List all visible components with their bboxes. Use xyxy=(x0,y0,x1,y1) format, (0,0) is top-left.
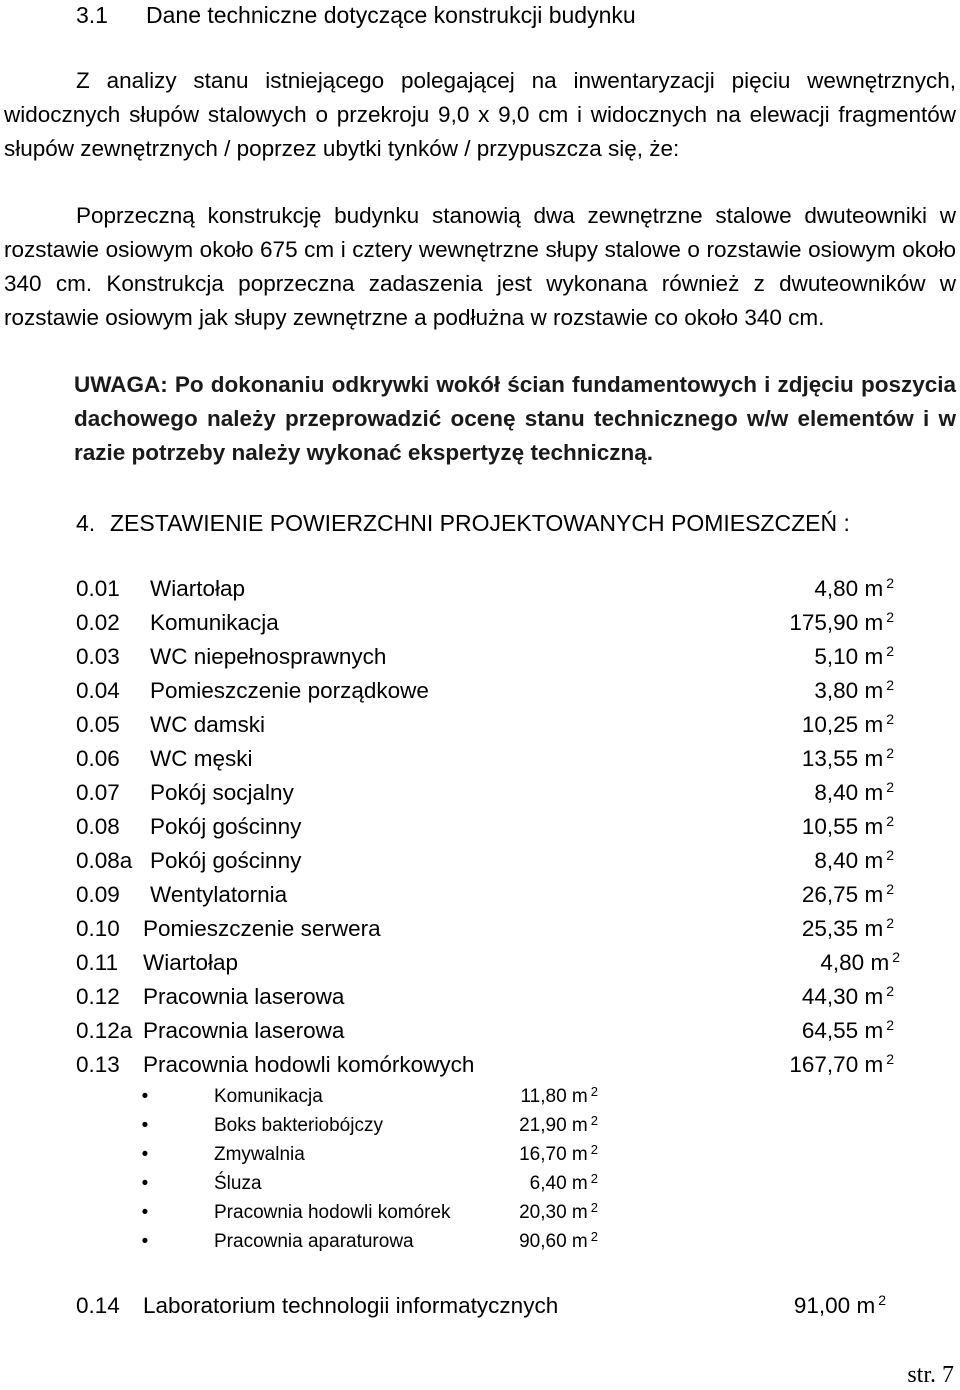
room-number: 0.13 xyxy=(76,1052,120,1077)
subroom-item xyxy=(140,1198,620,1227)
room-area: 10,55 m $^2$ xyxy=(801,813,894,839)
room-area: 4,80 m $^2$ xyxy=(820,949,900,975)
room-number: 0.05 xyxy=(76,712,120,737)
section-title: Dane techniczne dotyczące konstrukcji budynku xyxy=(146,2,636,28)
subroom-name: Pracownia aparaturowa xyxy=(214,1231,414,1252)
unit-exponent: 2 xyxy=(892,949,900,965)
room-name: WC męski xyxy=(150,746,253,771)
subroom-item xyxy=(140,1140,620,1169)
subroom-name: Pracownia hodowli komórek xyxy=(214,1202,451,1223)
subroom-name: Zmywalnia xyxy=(214,1144,305,1165)
room-number: 0.11 xyxy=(76,950,119,975)
subroom-area: 21,90 m $^2$ xyxy=(519,1113,598,1136)
room-name: Pomieszczenie porządkowe xyxy=(150,678,429,703)
subroom-name: Śluza xyxy=(214,1173,262,1194)
subroom-name: Komunikacja xyxy=(214,1086,323,1107)
paragraph-construction: Poprzeczną konstrukcję budynku stanowią dwa zewnętrzne stalowe dwuteowniki w rozstawie osiowym około 675 cm i cztery wewnętrzne słupy stalowe o rozstawie osiowym około 340 cm. Konstrukcja poprzeczna zadaszenia jest wykonana również z dwuteowników w rozstawie osiowym jak słupy zewnętrzne a podłużna w rozstawie co około 340 cm. xyxy=(4,203,956,330)
room-row xyxy=(76,980,906,1014)
unit-exponent: 2 xyxy=(886,745,894,761)
room-number: 0.07 xyxy=(76,780,120,805)
bullet-icon: • xyxy=(141,1231,149,1252)
subroom-item xyxy=(140,1111,620,1140)
room-row xyxy=(76,878,906,912)
room-number: 0.01 xyxy=(76,576,120,601)
room-row xyxy=(76,708,906,742)
subroom-name: Boks bakteriobójczy xyxy=(214,1115,383,1136)
room-number: 0.03 xyxy=(76,644,120,669)
unit-exponent: 2 xyxy=(886,711,894,727)
room-name: Laboratorium technologii informatycznych xyxy=(143,1293,559,1318)
room-name: Komunikacja xyxy=(150,610,279,635)
subroom-item xyxy=(140,1082,620,1111)
unit-exponent: 2 xyxy=(590,1113,598,1128)
unit-exponent: 2 xyxy=(886,813,894,829)
room-row xyxy=(76,1014,906,1048)
room-row xyxy=(76,1289,906,1323)
paragraph-analysis: Z analizy stanu istniejącego polegającej na inwentaryzacji pięciu wewnętrznych, widocznych słupów stalowych o przekroju 9,0 x 9,0 cm i widocznych na elewacji fragmentów słupów zewnętrznych / poprzez ubytki tynków / przypuszcza się, że: xyxy=(4,68,956,161)
room-area: 4,80 m $^2$ xyxy=(814,575,894,601)
room-area: 10,25 m $^2$ xyxy=(801,711,894,737)
room-area: 25,35 m $^2$ xyxy=(801,915,894,941)
page-number: str. 7 xyxy=(907,1362,954,1388)
room-area: 44,30 m $^2$ xyxy=(801,983,894,1009)
room-number: 0.06 xyxy=(76,746,120,771)
section-number: 3.1 xyxy=(76,2,108,28)
subroom-area: 90,60 m $^2$ xyxy=(519,1229,598,1252)
room-number: 0.12 xyxy=(76,984,120,1009)
unit-exponent: 2 xyxy=(886,983,894,999)
unit-exponent: 2 xyxy=(886,677,894,693)
room-row xyxy=(76,912,906,946)
room-name: Pracownia laserowa xyxy=(143,984,345,1009)
room-name: Pomieszczenie serwera xyxy=(143,916,381,941)
unit-exponent: 2 xyxy=(590,1229,598,1244)
room-name: Wiartołap xyxy=(150,576,246,601)
unit-exponent: 2 xyxy=(886,609,894,625)
unit-exponent: 2 xyxy=(886,881,894,897)
subroom-area: 6,40 m $^2$ xyxy=(529,1171,598,1194)
unit-exponent: 2 xyxy=(590,1084,598,1099)
unit-exponent: 2 xyxy=(590,1142,598,1157)
section-heading xyxy=(76,0,636,30)
room-row xyxy=(76,776,906,810)
room-area: 5,10 m $^2$ xyxy=(814,643,894,669)
room-number: 0.02 xyxy=(76,610,120,635)
unit-exponent: 2 xyxy=(590,1171,598,1186)
rooms-heading-title: ZESTAWIENIE POWIERZCHNI PROJEKTOWANYCH POMIESZCZEŃ : xyxy=(110,510,850,536)
room-row xyxy=(76,606,906,640)
room-name: Pracownia hodowli komórkowych xyxy=(143,1052,475,1077)
unit-exponent: 2 xyxy=(886,575,894,591)
room-area: 8,40 m $^2$ xyxy=(814,779,894,805)
room-name: Pracownia laserowa xyxy=(143,1018,345,1043)
unit-exponent: 2 xyxy=(878,1292,886,1308)
room-number: 0.08a xyxy=(76,848,133,873)
room-row xyxy=(76,572,906,606)
unit-exponent: 2 xyxy=(886,1051,894,1067)
subroom-area: 11,80 m $^2$ xyxy=(520,1084,598,1107)
room-row xyxy=(76,742,906,776)
room-row xyxy=(76,810,906,844)
room-area: 175,90 m $^2$ xyxy=(789,609,894,635)
bullet-icon: • xyxy=(141,1202,149,1223)
bullet-icon: • xyxy=(141,1173,149,1194)
rooms-heading-number: 4. xyxy=(76,510,96,536)
unit-exponent: 2 xyxy=(886,1017,894,1033)
unit-exponent: 2 xyxy=(886,847,894,863)
room-number: 0.12a xyxy=(76,1018,133,1043)
bullet-icon: • xyxy=(141,1086,149,1107)
subroom-area: 20,30 m $^2$ xyxy=(519,1200,598,1223)
room-area: 3,80 m $^2$ xyxy=(814,677,894,703)
room-name: Wiartołap xyxy=(143,950,239,975)
unit-exponent: 2 xyxy=(886,779,894,795)
room-area: 167,70 m $^2$ xyxy=(789,1051,894,1077)
room-row xyxy=(76,640,906,674)
room-row xyxy=(76,844,906,878)
room-row xyxy=(76,946,906,980)
room-row xyxy=(76,1048,906,1082)
room-number: 0.04 xyxy=(76,678,120,703)
room-name: Wentylatornia xyxy=(150,882,288,907)
subroom-item xyxy=(140,1169,620,1198)
room-name: WC niepełnosprawnych xyxy=(150,644,387,669)
room-name: Pokój gościnny xyxy=(150,814,302,839)
room-row xyxy=(76,674,906,708)
subroom-area: 16,70 m $^2$ xyxy=(519,1142,598,1165)
room-area: 91,00 m $^2$ xyxy=(793,1292,886,1318)
room-number: 0.09 xyxy=(76,882,120,907)
subroom-item xyxy=(140,1227,620,1256)
rooms-heading xyxy=(76,506,850,540)
paragraph-warning: UWAGA: Po dokonaniu odkrywki wokół ścian fundamentowych i zdjęciu poszycia dachowego należy przeprowadzić ocenę stanu technicznego w/w elementów i w razie potrzeby należy wykonać ekspertyzę techniczną. xyxy=(74,372,956,465)
room-name: WC damski xyxy=(150,712,266,737)
room-area: 8,40 m $^2$ xyxy=(814,847,894,873)
unit-exponent: 2 xyxy=(886,915,894,931)
unit-exponent: 2 xyxy=(590,1200,598,1215)
room-area: 26,75 m $^2$ xyxy=(801,881,894,907)
bullet-icon: • xyxy=(141,1115,149,1136)
room-area: 64,55 m $^2$ xyxy=(801,1017,894,1043)
room-name: Pokój socjalny xyxy=(150,780,294,805)
bullet-icon: • xyxy=(141,1144,149,1165)
room-number: 0.08 xyxy=(76,814,120,839)
room-number: 0.14 xyxy=(76,1293,120,1318)
room-number: 0.10 xyxy=(76,916,120,941)
room-area: 13,55 m $^2$ xyxy=(801,745,894,771)
unit-exponent: 2 xyxy=(886,643,894,659)
room-name: Pokój gościnny xyxy=(150,848,302,873)
